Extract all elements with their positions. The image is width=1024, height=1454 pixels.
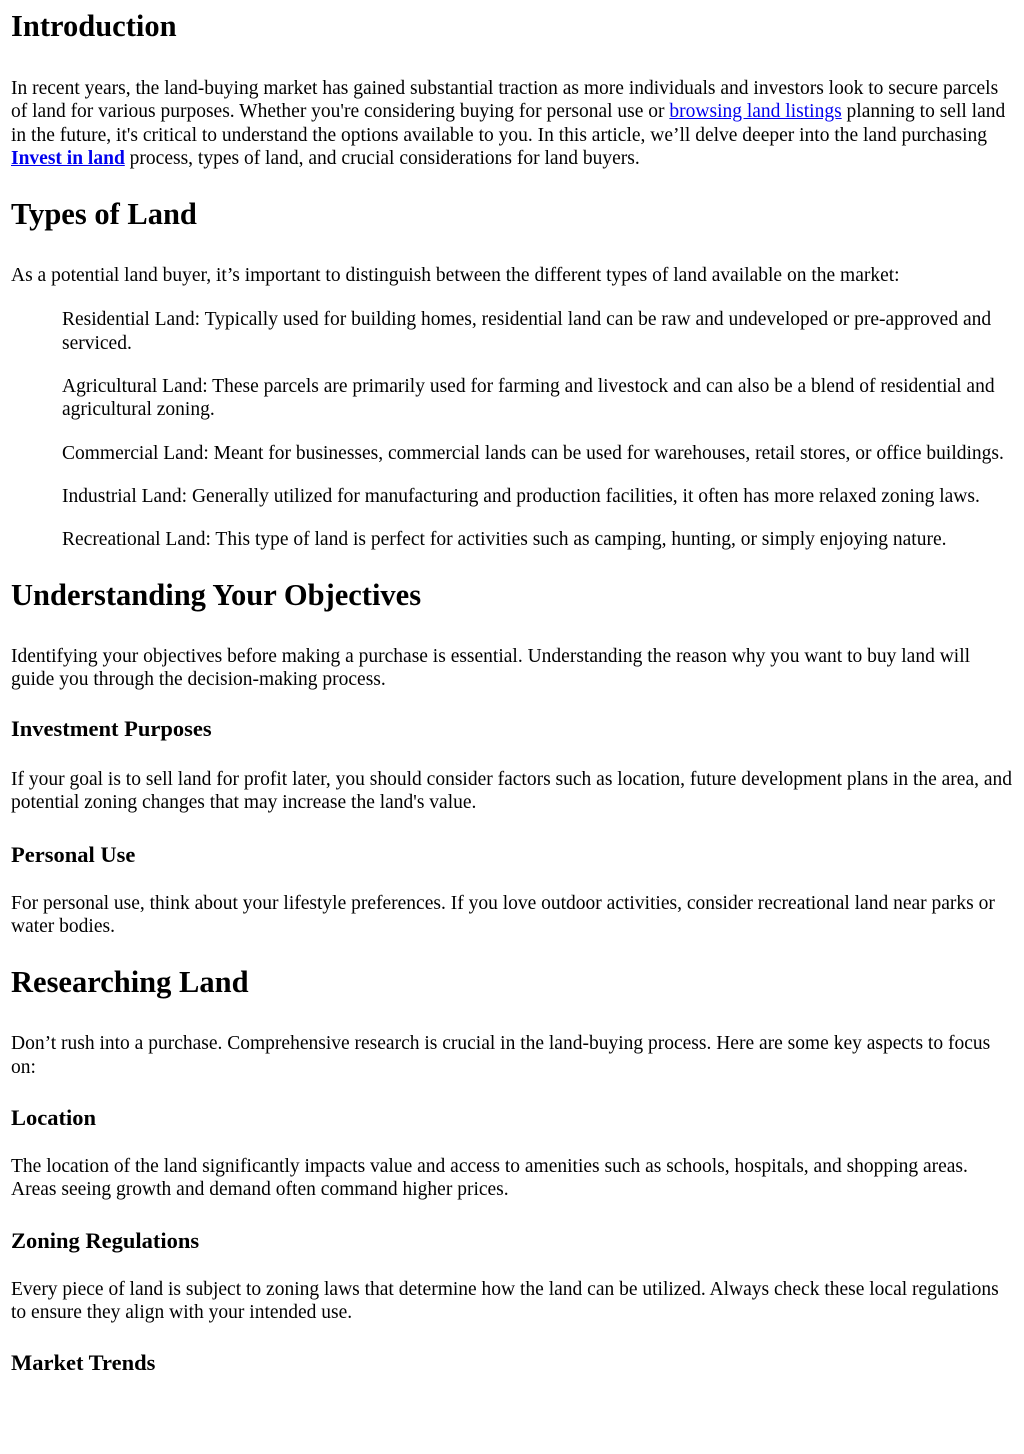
introduction-text-1: In recent years, the land-buying market has gained substantial traction as more individuals and investors look to secure parcels of land for various purposes. Whether you're considering buying for personal use or — [11, 78, 999, 123]
land-type-item-residential: Residential Land: Typically used for building homes, residential land can be raw and undeveloped or pre-approved and serviced. — [62, 309, 992, 354]
introduction-text-2: planning to sell land in the future, it's critical to understand the options available to you. In this article, we’ll delve deeper into the land purchasing — [11, 101, 1006, 146]
researching-land-heading: Researching Land — [11, 965, 249, 1000]
introduction-text-3: process, types of land, and crucial considerations for land buyers. — [124, 147, 640, 169]
invest-in-land-link[interactable]: Invest in land — [11, 147, 125, 169]
investment-purposes-text: If your goal is to sell land for profit later, you should consider factors such as location, future development plans in the area, and potential zoning changes that may increase the land's value. — [11, 769, 1013, 814]
investment-purposes-heading: Investment Purposes — [11, 716, 212, 742]
personal-use-text: For personal use, think about your lifestyle preferences. If you love outdoor activities, consider recreational land near parks or water bodies. — [11, 892, 995, 938]
zoning-regulations-heading: Zoning Regulations — [11, 1227, 200, 1253]
article — [0, 8, 1024, 1377]
types-of-land-heading: Types of Land — [11, 197, 197, 232]
introduction-paragraph — [11, 77, 1013, 170]
types-of-land-intro: As a potential land buyer, it’s important to distinguish between the different types of land available on the market: — [11, 265, 900, 287]
land-type-item-agricultural: Agricultural Land: These parcels are primarily used for farming and livestock and can also be a blend of residential and agricultural zoning. — [62, 376, 995, 421]
location-heading: Location — [11, 1104, 97, 1130]
land-type-item-industrial: Industrial Land: Generally utilized for manufacturing and production facilities, it often has more relaxed zoning laws. — [62, 485, 980, 507]
land-type-item-commercial: Commercial Land: Meant for businesses, commercial lands can be used for warehouses, retail stores, or office buildings. — [62, 442, 1004, 464]
market-trends-heading: Market Trends — [11, 1350, 156, 1376]
objectives-heading: Understanding Your Objectives — [11, 577, 422, 612]
land-type-item-recreational: Recreational Land: This type of land is perfect for activities such as camping, hunting, or simply enjoying nature. — [62, 529, 947, 551]
introduction-heading: Introduction — [11, 9, 177, 43]
zoning-regulations-text: Every piece of land is subject to zoning laws that determine how the land can be utilized. Always check these local regulations to ensure they align with your intended use. — [11, 1278, 999, 1323]
browsing-land-listings-link[interactable]: browsing land listings — [669, 101, 842, 123]
personal-use-heading: Personal Use — [11, 841, 136, 867]
objectives-intro: Identifying your objectives before making a purchase is essential. Understanding the reason why you want to buy land will guide you through the decision-making process. — [11, 645, 971, 690]
location-text: The location of the land significantly impacts value and access to amenities such as schools, hospitals, and shopping areas. Areas seeing growth and demand often command higher prices. — [11, 1155, 968, 1201]
researching-land-intro: Don’t rush into a purchase. Comprehensive research is crucial in the land-buying process. Here are some key aspects to focus on: — [11, 1033, 991, 1078]
